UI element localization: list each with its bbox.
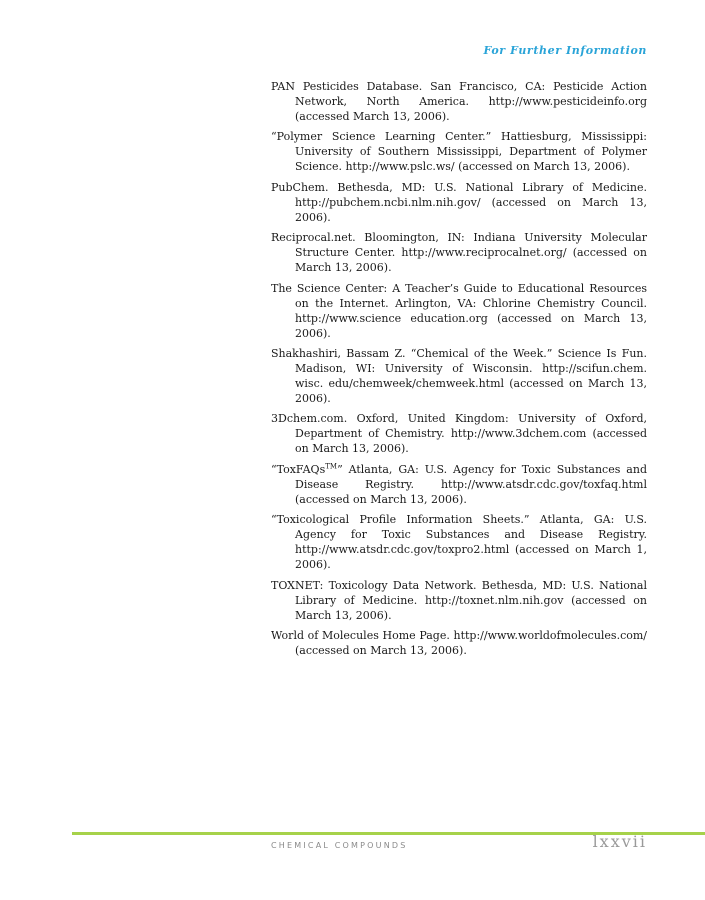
reference-entry: 3Dchem.com. Oxford, United Kingdom: University of Oxford, Department of Chemistry. http://www.3dchem.com (accessed on March 13, 2006). (271, 412, 647, 456)
toxfaqs-title: “ToxFAQs (271, 462, 326, 476)
reference-entry: Reciprocal.net. Bloomington, IN: Indiana University Molecular Structure Center. http://www.reciprocalnet.org/ (accessed on March 13, 2006). (271, 231, 647, 275)
reference-entry: TOXNET: Toxicology Data Network. Bethesda, MD: U.S. National Library of Medicine. http://toxnet.nlm.nih.gov (accessed on March 13, 2006). (271, 578, 647, 622)
toxfaqs-details: ” Atlanta, GA: U.S. Agency for Toxic Substances and Disease Registry. http://www.atsdr.cdc.gov/toxfaq.html (accessed on March 13, 2006). (295, 462, 647, 506)
footer-book-title: CHEMICAL COMPOUNDS (271, 841, 408, 850)
reference-entry: World of Molecules Home Page. http://www.worldofmolecules.com/ (accessed on March 13, 2006). (271, 628, 647, 657)
reference-entry: “Polymer Science Learning Center.” Hattiesburg, Mississippi: University of Southern Mississippi, Department of Polymer Science. http://www.pslc.ws/ (accessed on March 13, 2006). (271, 130, 647, 174)
reference-entry: PAN Pesticides Database. San Francisco, CA: Pesticide Action Network, North America. http://www.pesticideinfo.org (accessed March 13, 2006). (271, 80, 647, 123)
reference-entry: PubChem. Bethesda, MD: U.S. National Library of Medicine. http://pubchem.ncbi.nlm.nih.gov/ (accessed on March 13, 2006). (271, 180, 647, 224)
page-number: lxxvii (592, 832, 647, 851)
reference-entry: “Toxicological Profile Information Sheets.” Atlanta, GA: U.S. Agency for Toxic Substances and Disease Registry. http://www.atsdr.cdc.gov/toxpro2.html (accessed on March 1, 2006). (271, 513, 647, 572)
running-head: For Further Information (483, 44, 647, 57)
reference-entry-toxfaqs (271, 462, 647, 507)
trademark-mark: TM (325, 462, 338, 471)
reference-entry: Shakhashiri, Bassam Z. “Chemical of the Week.” Science Is Fun. Madison, WI: University of Wisconsin. http://scifun.chem. wisc. edu/chemweek/chemweek.html (accessed on March 13, 2006). (271, 346, 647, 405)
reference-list (271, 79, 647, 663)
reference-entry: The Science Center: A Teacher’s Guide to Educational Resources on the Internet. Arlington, VA: Chlorine Chemistry Council. http://www.science education.org (accessed on March 13, 2006). (271, 281, 647, 340)
